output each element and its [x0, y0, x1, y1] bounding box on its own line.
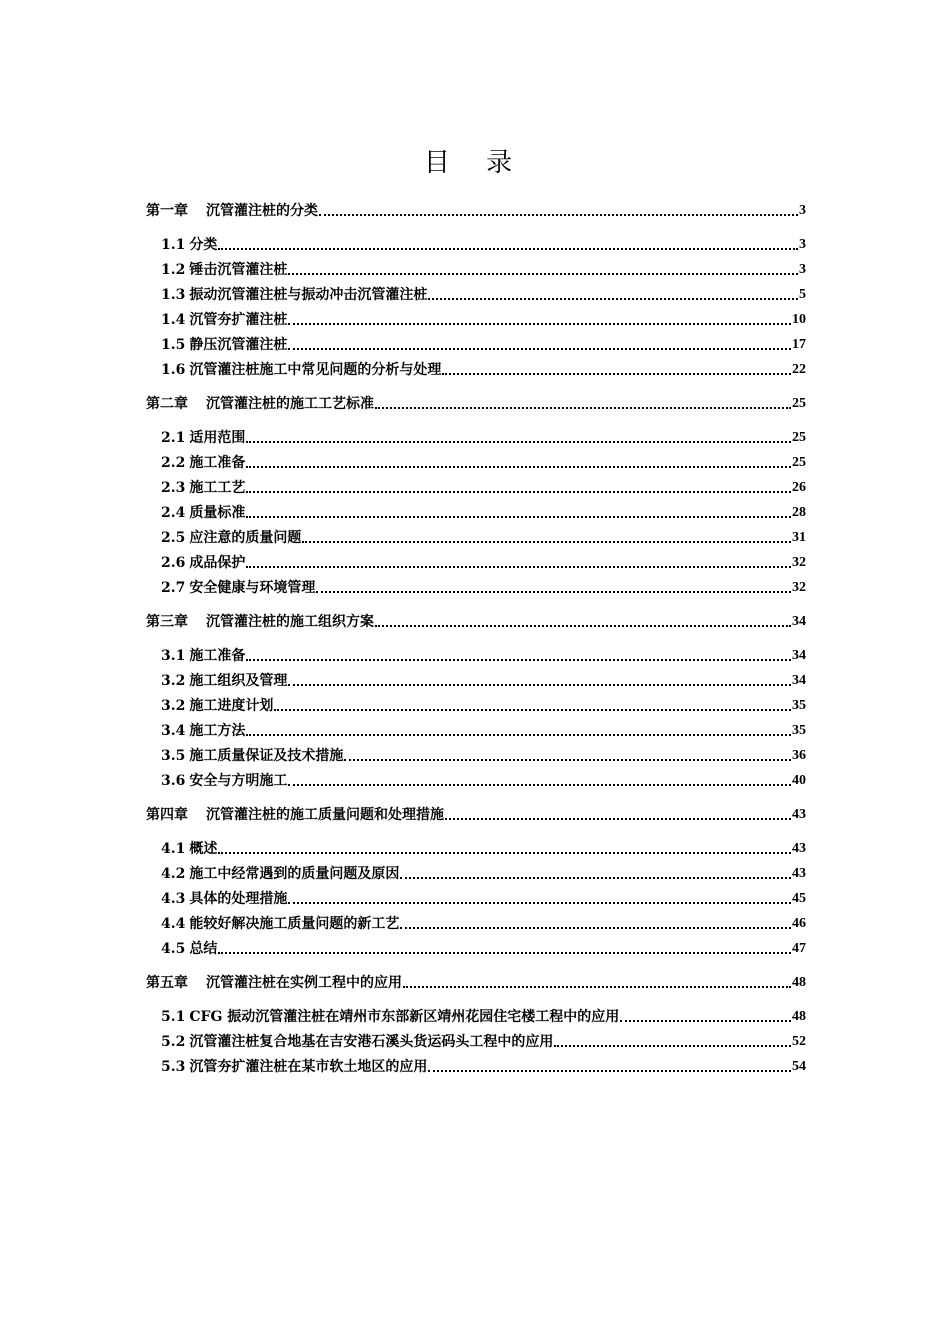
- toc-entry-number: 1.4: [161, 312, 186, 328]
- toc-entry-text: 施工组织及管理: [189, 673, 288, 689]
- dot-leader: [218, 951, 791, 954]
- toc-section-entry[interactable]: [146, 572, 806, 597]
- toc-entry-text: 锤击沉管灌注桩: [189, 262, 288, 278]
- toc-chapter-entry[interactable]: [146, 606, 806, 631]
- toc-section-entry[interactable]: [146, 1001, 806, 1026]
- toc-entry-number: 2.2: [161, 455, 186, 471]
- toc-section-entry[interactable]: [146, 354, 806, 379]
- dot-leader: [400, 926, 791, 929]
- toc-page-number: 32: [792, 555, 806, 570]
- toc-entry-label: [161, 1008, 619, 1026]
- toc-entry-number: 4.2: [161, 866, 186, 882]
- toc-entry-label: [161, 865, 399, 883]
- toc-section-entry[interactable]: [146, 715, 806, 740]
- toc-section-entry[interactable]: [146, 740, 806, 765]
- toc-page-number: 3: [799, 237, 806, 252]
- toc-page-number: 32: [792, 580, 806, 595]
- toc-entry-text: 总结: [189, 941, 218, 957]
- toc-chapter-entry[interactable]: [146, 388, 806, 413]
- dot-leader: [288, 347, 791, 350]
- toc-page-number: 43: [792, 807, 806, 822]
- toc-entry-number: 3.2: [161, 698, 186, 714]
- dot-leader: [246, 733, 791, 736]
- toc-section-entry[interactable]: [146, 1051, 806, 1076]
- toc-page-number: 34: [792, 673, 806, 688]
- toc-section-entry[interactable]: [146, 883, 806, 908]
- dot-leader: [288, 683, 791, 686]
- toc-entry-text: 沉管灌注桩施工中常见问题的分析与处理: [189, 362, 442, 378]
- dot-leader: [246, 440, 791, 443]
- dot-leader: [400, 876, 791, 879]
- toc-entry-number: 3.5: [161, 748, 186, 764]
- toc-section-entry[interactable]: [146, 472, 806, 497]
- toc-entry-label: [161, 236, 217, 254]
- toc-entry-label: [161, 261, 287, 279]
- dot-leader: [218, 247, 798, 250]
- toc-page-number: 34: [792, 648, 806, 663]
- dot-leader: [375, 624, 791, 627]
- toc-entry-text: 沉管灌注桩在实例工程中的应用: [206, 975, 402, 991]
- dot-leader: [246, 515, 791, 518]
- toc-entry-text: 施工准备: [189, 455, 246, 471]
- toc-page-number: 40: [792, 773, 806, 788]
- dot-leader: [554, 1044, 791, 1047]
- toc-page-number: 45: [792, 891, 806, 906]
- toc-entry-label: [161, 647, 245, 665]
- toc-section-entry[interactable]: [146, 858, 806, 883]
- toc-entry-label: [146, 806, 444, 824]
- toc-entry-number: 2.4: [161, 505, 186, 521]
- toc-entry-label: [161, 1033, 553, 1051]
- toc-section-entry[interactable]: [146, 522, 806, 547]
- toc-entry-text: 适用范围: [189, 430, 246, 446]
- toc-page-number: 3: [799, 203, 806, 218]
- toc-section-entry[interactable]: [146, 765, 806, 790]
- dot-leader: [246, 490, 791, 493]
- toc-entry-text: 沉管夯扩灌注桩在某市软土地区的应用: [189, 1059, 428, 1075]
- toc-entry-label: [161, 722, 245, 740]
- toc-entry-text: 应注意的质量问题: [189, 530, 302, 546]
- toc-entry-text: 质量标准: [189, 505, 246, 521]
- toc-entry-label: [161, 554, 245, 572]
- toc-entry-number: 3.4: [161, 723, 186, 739]
- toc-page-number: 43: [792, 866, 806, 881]
- toc-section-entry[interactable]: [146, 279, 806, 304]
- toc-entry-text: 成品保护: [189, 555, 246, 571]
- toc-entry-label: [146, 395, 374, 413]
- dot-leader: [316, 590, 791, 593]
- toc-section-entry[interactable]: [146, 329, 806, 354]
- toc-entry-label: [161, 1058, 427, 1076]
- toc-entry-number: 4.5: [161, 941, 186, 957]
- toc-entry-text: CFG 振动沉管灌注桩在靖州市东部新区靖州花园住宅楼工程中的应用: [189, 1009, 620, 1025]
- dot-leader: [620, 1019, 791, 1022]
- toc-entry-number: 1.3: [161, 287, 186, 303]
- toc-page-number: 43: [792, 841, 806, 856]
- toc-entry-number: 2.6: [161, 555, 186, 571]
- toc-section-entry[interactable]: [146, 640, 806, 665]
- toc-page-number: 25: [792, 396, 806, 411]
- toc-entry-label: [161, 479, 245, 497]
- toc-entry-label: [146, 202, 318, 220]
- dot-leader: [403, 985, 791, 988]
- toc-page-number: 10: [792, 312, 806, 327]
- toc-section-entry[interactable]: [146, 1026, 806, 1051]
- toc-entry-label: [161, 672, 287, 690]
- toc-entry-text: 施工中经常遇到的质量问题及原因: [189, 866, 400, 882]
- toc-entry-text: 能较好解决施工质量问题的新工艺: [189, 916, 400, 932]
- toc-chapter-entry[interactable]: [146, 195, 806, 220]
- toc-entry-text: 具体的处理措施: [189, 891, 288, 907]
- dot-leader: [445, 817, 791, 820]
- toc-entry-number: 3.6: [161, 773, 186, 789]
- dot-leader: [288, 322, 791, 325]
- toc-page-number: 5: [799, 287, 806, 302]
- toc-page-number: 17: [792, 337, 806, 352]
- toc-entry-text: 安全与方明施工: [189, 773, 288, 789]
- toc-entry-label: [161, 890, 287, 908]
- toc-entry-number: 第五章: [146, 975, 188, 991]
- toc-section-entry[interactable]: [146, 908, 806, 933]
- dot-leader: [288, 783, 791, 786]
- dot-leader: [246, 565, 791, 568]
- toc-page-number: 35: [792, 723, 806, 738]
- toc-entry-label: [161, 504, 245, 522]
- toc-page-number: 35: [792, 698, 806, 713]
- toc-entry-text: 施工方法: [189, 723, 246, 739]
- toc-entry-label: [161, 529, 301, 547]
- toc-section-entry[interactable]: [146, 447, 806, 472]
- toc-entry-number: 5.2: [161, 1034, 186, 1050]
- toc-entry-number: 1.2: [161, 262, 186, 278]
- toc-entry-text: 施工准备: [189, 648, 246, 664]
- dot-leader: [246, 465, 791, 468]
- toc-entry-number: 2.5: [161, 530, 186, 546]
- toc-entry-label: [161, 697, 273, 715]
- toc-page-number: 36: [792, 748, 806, 763]
- toc-section-entry[interactable]: [146, 833, 806, 858]
- dot-leader: [442, 372, 791, 375]
- dot-leader: [274, 708, 791, 711]
- toc-entry-text: 沉管灌注桩的施工组织方案: [206, 614, 374, 630]
- dot-leader: [288, 901, 791, 904]
- toc-entry-number: 1.5: [161, 337, 186, 353]
- toc-chapter-entry[interactable]: [146, 799, 806, 824]
- toc-entry-number: 2.7: [161, 580, 186, 596]
- toc-entry-label: [161, 940, 217, 958]
- toc-entry-label: [161, 286, 427, 304]
- toc-entry-number: 4.4: [161, 916, 186, 932]
- dot-leader: [428, 297, 798, 300]
- toc-page-number: 34: [792, 614, 806, 629]
- toc-entry-label: [161, 454, 245, 472]
- toc-entry-number: 1.1: [161, 237, 186, 253]
- toc-entry-text: 沉管灌注桩的分类: [206, 203, 318, 219]
- toc-entry-text: 沉管灌注桩的施工工艺标准: [206, 396, 374, 412]
- dot-leader: [344, 758, 791, 761]
- toc-section-entry[interactable]: [146, 690, 806, 715]
- toc-entry-number: 5.1: [161, 1009, 186, 1025]
- toc-entry-text: 沉管灌注桩的施工质量问题和处理措施: [206, 807, 444, 823]
- toc-section-entry[interactable]: [146, 497, 806, 522]
- toc-entry-text: 施工质量保证及技术措施: [189, 748, 344, 764]
- toc-section-entry[interactable]: [146, 422, 806, 447]
- toc-entry-number: 第四章: [146, 807, 188, 823]
- toc-entry-label: [146, 974, 402, 992]
- toc-page-number: 48: [792, 1009, 806, 1024]
- toc-entry-text: 安全健康与环境管理: [189, 580, 316, 596]
- toc-entry-number: 2.1: [161, 430, 186, 446]
- toc-page-number: 26: [792, 480, 806, 495]
- page-title: 目 录: [423, 148, 527, 178]
- dot-leader: [246, 658, 791, 661]
- toc-entry-label: [161, 915, 399, 933]
- toc-entry-label: [161, 429, 245, 447]
- toc-entry-label: [161, 361, 441, 379]
- toc-page-number: 28: [792, 505, 806, 520]
- toc-page-number: 48: [792, 975, 806, 990]
- toc-section-entry[interactable]: [146, 304, 806, 329]
- toc-entry-label: [161, 747, 343, 765]
- toc-entry-label: [161, 772, 287, 790]
- dot-leader: [218, 851, 791, 854]
- toc-entry-label: [146, 613, 374, 631]
- toc-entry-label: [161, 579, 315, 597]
- toc-entry-label: [161, 840, 217, 858]
- toc-page-number: 25: [792, 430, 806, 445]
- toc-entry-text: 沉管夯扩灌注桩: [189, 312, 288, 328]
- toc-entry-number: 3.1: [161, 648, 186, 664]
- toc-entry-number: 第三章: [146, 614, 188, 630]
- toc-entry-number: 3.2: [161, 673, 186, 689]
- toc-page-number: 54: [792, 1059, 806, 1074]
- toc-entry-number: 第二章: [146, 396, 188, 412]
- toc-page-number: 22: [792, 362, 806, 377]
- toc-section-entry[interactable]: [146, 547, 806, 572]
- toc-entry-number: 4.1: [161, 841, 186, 857]
- toc-section-entry[interactable]: [146, 933, 806, 958]
- toc-section-entry[interactable]: [146, 254, 806, 279]
- toc-page-number: 31: [792, 530, 806, 545]
- table-of-contents: [146, 195, 806, 1076]
- dot-leader: [319, 213, 798, 216]
- toc-chapter-entry[interactable]: [146, 967, 806, 992]
- toc-page-number: 25: [792, 455, 806, 470]
- toc-page-number: 47: [792, 941, 806, 956]
- toc-section-entry[interactable]: [146, 665, 806, 690]
- toc-entry-text: 施工进度计划: [189, 698, 274, 714]
- toc-entry-number: 第一章: [146, 203, 188, 219]
- toc-page-number: 46: [792, 916, 806, 931]
- dot-leader: [302, 540, 791, 543]
- toc-entry-number: 2.3: [161, 480, 186, 496]
- toc-entry-text: 施工工艺: [189, 480, 246, 496]
- toc-entry-text: 沉管灌注桩复合地基在吉安港石溪头货运码头工程中的应用: [189, 1034, 554, 1050]
- toc-entry-number: 1.6: [161, 362, 186, 378]
- toc-page-number: 3: [799, 262, 806, 277]
- dot-leader: [428, 1069, 791, 1072]
- toc-entry-label: [161, 311, 287, 329]
- toc-entry-label: [161, 336, 287, 354]
- toc-entry-number: 4.3: [161, 891, 186, 907]
- toc-entry-text: 概述: [189, 841, 218, 857]
- toc-entry-text: 分类: [189, 237, 218, 253]
- dot-leader: [288, 272, 798, 275]
- toc-section-entry[interactable]: [146, 229, 806, 254]
- toc-entry-number: 5.3: [161, 1059, 186, 1075]
- dot-leader: [375, 406, 791, 409]
- toc-entry-text: 振动沉管灌注桩与振动冲击沉管灌注桩: [189, 287, 428, 303]
- toc-entry-text: 静压沉管灌注桩: [189, 337, 288, 353]
- toc-page-number: 52: [792, 1034, 806, 1049]
